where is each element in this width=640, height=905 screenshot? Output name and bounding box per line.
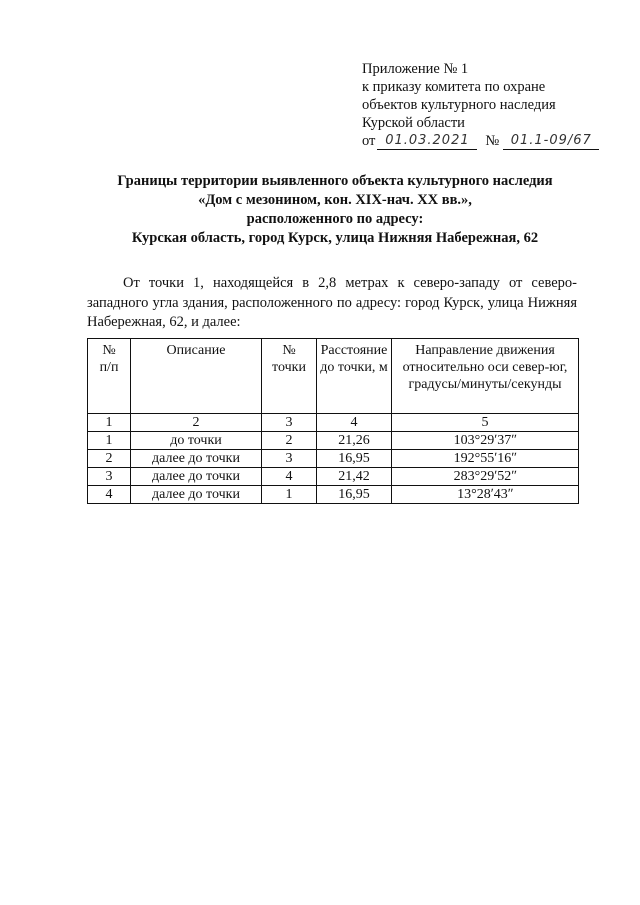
row-description: далее до точки [131,486,262,504]
table-row [88,486,579,504]
order-date-number [362,132,612,150]
appendix-line: объектов культурного наследия [362,97,556,113]
row-direction: 283°29ʹ52ʺ [392,468,579,486]
row-num: 1 [88,432,131,450]
header-description: Описание [131,339,262,414]
row-num: 2 [88,450,131,468]
row-distance: 21,26 [317,432,392,450]
row-distance: 21,42 [317,468,392,486]
index-cell: 1 [88,414,131,432]
title-line: Курская область, город Курск, улица Нижняя Набережная, 62 [131,230,539,246]
row-distance: 16,95 [317,450,392,468]
header-point: № точки [262,339,317,414]
header-direction: Направление движения относительно оси север-юг, градусы/минуты/секунды [392,339,579,414]
row-point: 1 [262,486,317,504]
appendix-line: к приказу комитета по охране [362,79,546,95]
index-cell: 5 [392,414,579,432]
document-title [80,172,590,248]
table-row [88,432,579,450]
row-point: 2 [262,432,317,450]
index-cell: 2 [131,414,262,432]
appendix-line: Курской области [362,115,465,131]
table-header-row [88,339,579,414]
index-cell: 4 [317,414,392,432]
header-distance: Расстояние до точки, м [317,339,392,414]
row-direction: 192°55ʹ16ʺ [392,450,579,468]
row-distance: 16,95 [317,486,392,504]
table-row [88,468,579,486]
appendix-header [362,60,612,150]
row-point: 3 [262,450,317,468]
row-point: 4 [262,468,317,486]
row-description: до точки [131,432,262,450]
handwritten-date: 01.03.2021 [377,133,477,150]
row-description: далее до точки [131,468,262,486]
number-label: № [485,133,500,149]
index-cell: 3 [262,414,317,432]
title-line: Границы территории выявленного объекта культурного наследия [117,173,553,189]
row-num: 3 [88,468,131,486]
header-num: № п/п [88,339,131,414]
row-direction: 103°29ʹ37ʺ [392,432,579,450]
table-index-row [88,414,579,432]
appendix-title: Приложение № 1 [362,61,469,77]
title-line: «Дом с мезонином, кон. XIX-нач. XX вв.», [198,192,472,208]
boundary-table [87,338,579,504]
row-direction: 13°28ʹ43ʺ [392,486,579,504]
intro-paragraph: От точки 1, находящейся в 2,8 метрах к северо-западу от северо-западного угла здания, расположенного по адресу: город Курск, улица Нижняя Набережная, 62, и далее: [87,275,577,330]
row-num: 4 [88,486,131,504]
from-label: от [362,133,376,149]
table-row [88,450,579,468]
row-description: далее до точки [131,450,262,468]
handwritten-number: 01.1-09/67 [503,133,599,150]
title-line: расположенного по адресу: [246,211,424,227]
